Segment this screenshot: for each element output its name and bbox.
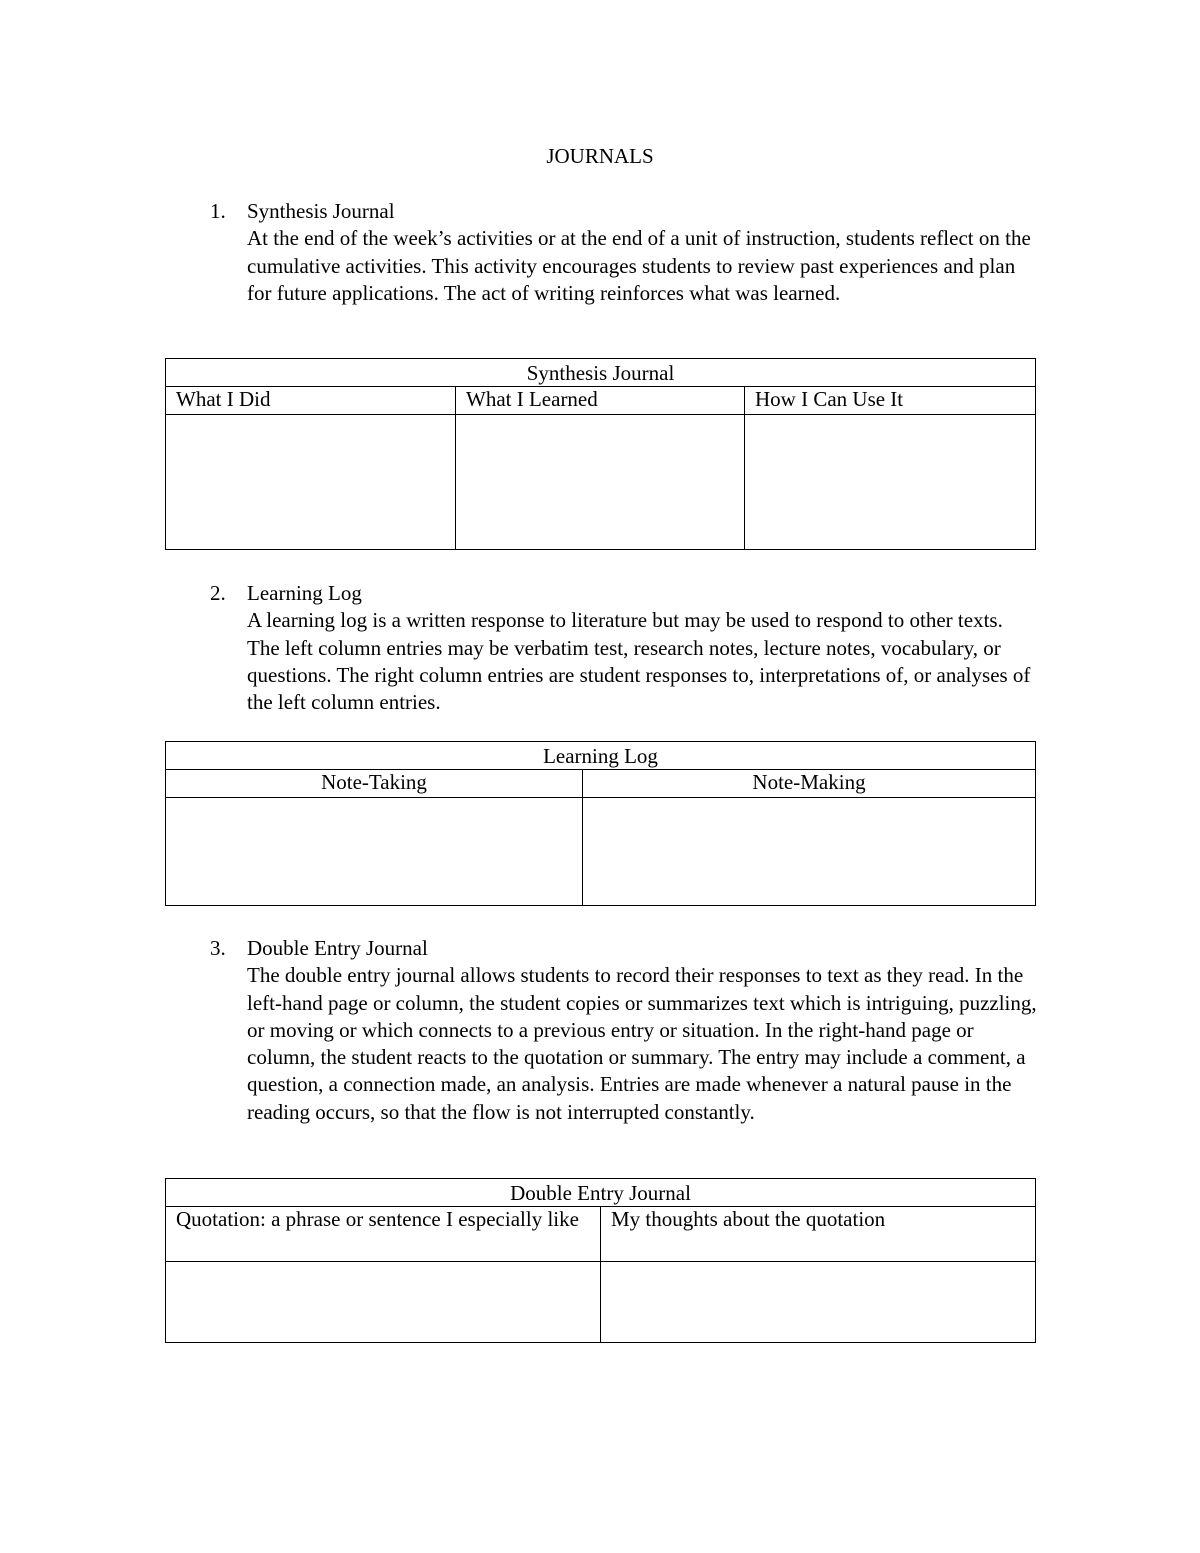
section-heading: Double Entry Journal xyxy=(247,936,428,960)
section-number: 3. xyxy=(210,936,226,960)
column-header: What I Did xyxy=(166,387,456,415)
table-caption: Synthesis Journal xyxy=(166,359,1036,387)
column-header: Quotation: a phrase or sentence I especially like xyxy=(166,1207,601,1262)
entry-cell[interactable] xyxy=(166,415,456,550)
section-heading: Learning Log xyxy=(247,581,362,605)
column-header: Note-Making xyxy=(583,770,1036,798)
column-header: Note-Taking xyxy=(166,770,583,798)
entry-cell[interactable] xyxy=(745,415,1036,550)
section-description: A learning log is a written response to literature but may be used to respond to other texts. The left column entries may be verbatim test, research notes, lecture notes, vocabulary, or questions. The right column entries are student responses to, interpretations of, or analyses of the left column entries. xyxy=(247,608,1031,715)
entry-cell[interactable] xyxy=(601,1262,1036,1343)
section-heading: Synthesis Journal xyxy=(247,199,395,223)
entry-cell[interactable] xyxy=(166,1262,601,1343)
table-caption: Double Entry Journal xyxy=(166,1179,1036,1207)
learning-log-table xyxy=(165,741,1036,906)
column-header: What I Learned xyxy=(456,387,745,415)
section-number: 2. xyxy=(210,581,226,605)
page-title: JOURNALS xyxy=(546,144,654,168)
entry-cell[interactable] xyxy=(456,415,745,550)
section-description: At the end of the week’s activities or at the end of a unit of instruction, students reflect on the cumulative activities. This activity encourages students to review past experiences and plan for future applications. The act of writing reinforces what was learned. xyxy=(247,226,1031,305)
double-entry-journal-table xyxy=(165,1178,1036,1343)
section-description: The double entry journal allows students to record their responses to text as they read. In the left-hand page or column, the student copies or summarizes text which is intriguing, puzzling, or moving or which connects to a previous entry or situation. In the right-hand page or column, the student reacts to the quotation or summary. The entry may include a comment, a question, a connection made, an analysis. Entries are made whenever a natural pause in the reading occurs, so that the flow is not interrupted constantly. xyxy=(247,963,1037,1124)
synthesis-journal-table xyxy=(165,358,1036,550)
section-number: 1. xyxy=(210,199,226,223)
column-header: How I Can Use It xyxy=(745,387,1036,415)
column-header: My thoughts about the quotation xyxy=(601,1207,1036,1262)
entry-cell[interactable] xyxy=(583,798,1036,906)
table-caption: Learning Log xyxy=(166,742,1036,770)
entry-cell[interactable] xyxy=(166,798,583,906)
